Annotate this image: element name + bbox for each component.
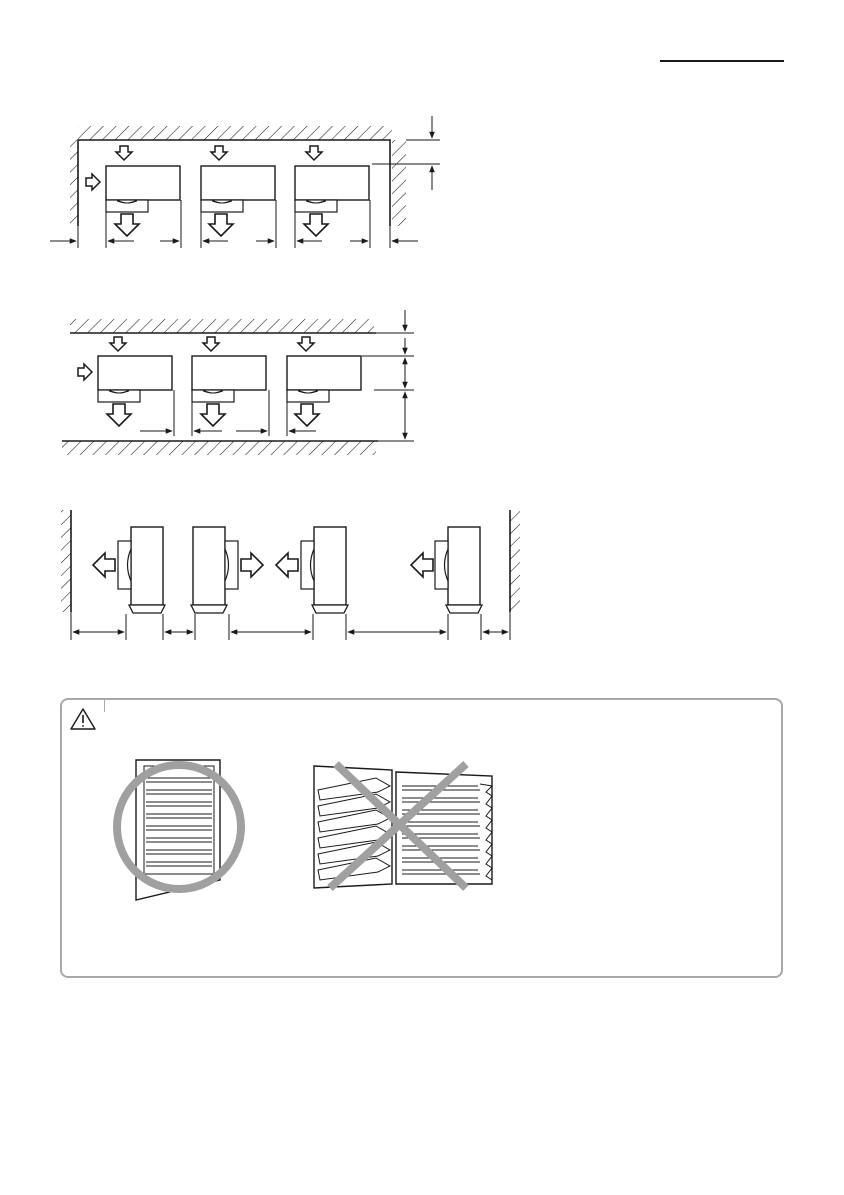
warning-triangle-icon [71,709,95,729]
louver-grille-correct [117,760,241,900]
louver-grille-incorrect [314,764,492,888]
